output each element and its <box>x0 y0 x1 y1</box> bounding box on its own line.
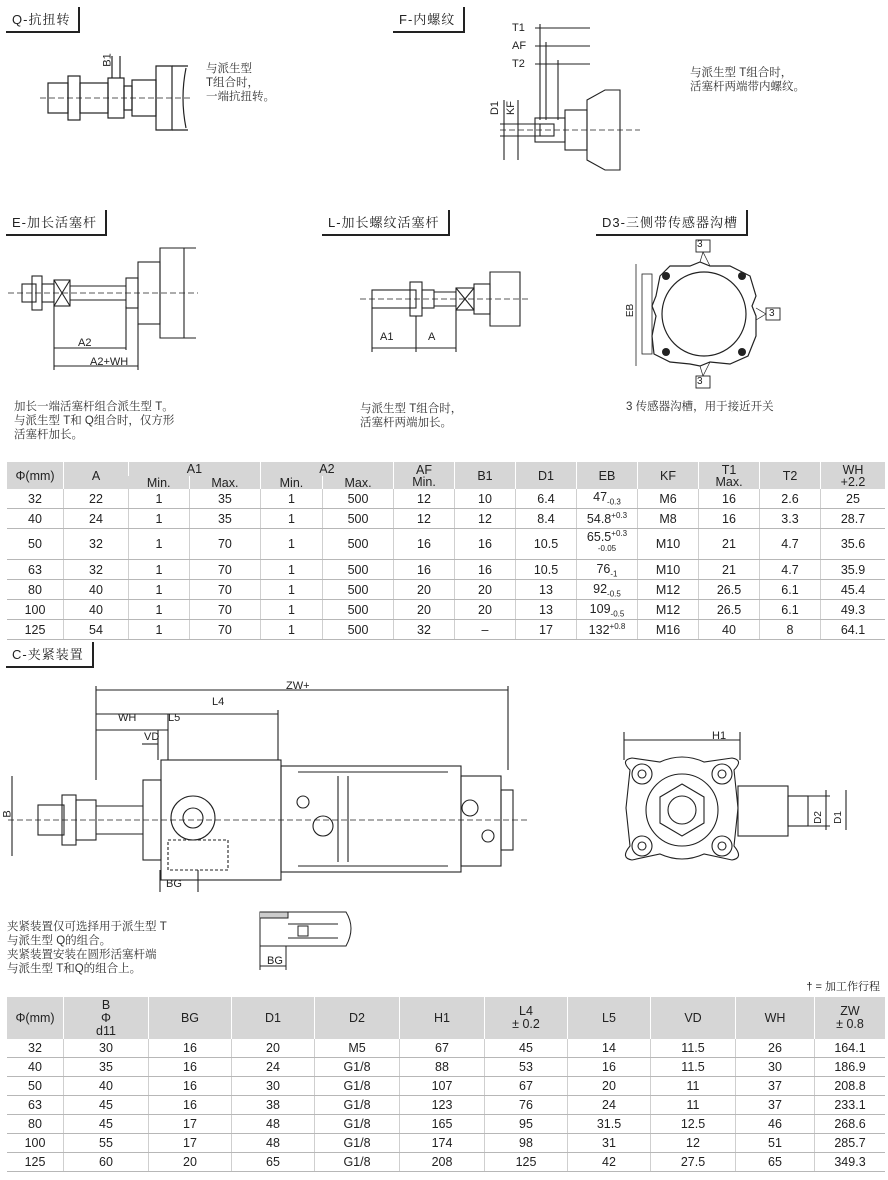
table-cell-a1max: 70 <box>189 529 260 560</box>
table-row <box>7 1096 885 1115</box>
table-cell-dia: 125 <box>7 620 64 640</box>
table-row <box>7 1115 885 1134</box>
l-drawing <box>360 260 530 360</box>
t2-header-wh: WH <box>736 997 815 1039</box>
table-cell-wh: 51 <box>736 1134 815 1153</box>
table-cell-a2min: 1 <box>260 529 322 560</box>
table-cell-a: 22 <box>64 489 129 509</box>
table-cell-bg: 20 <box>149 1153 232 1172</box>
d3-callout-right: 3 <box>769 308 775 319</box>
table-cell-af: 20 <box>394 580 455 600</box>
table-cell-eb: $109_{-0.5}$ <box>577 600 638 620</box>
t1-header-a: A <box>64 462 129 489</box>
table-cell-a2max: 500 <box>323 529 394 560</box>
table-cell-wh: 46 <box>736 1115 815 1134</box>
f-drawing <box>480 20 640 180</box>
table-cell-d1: 10.5 <box>516 560 577 580</box>
table-cell-d2: G1/8 <box>315 1077 400 1096</box>
table-cell-d1: 13 <box>516 580 577 600</box>
table-cell-wh: 30 <box>736 1058 815 1077</box>
table-cell-a1min: 1 <box>129 529 190 560</box>
table-cell-vd: 27.5 <box>651 1153 736 1172</box>
table-cell-zw: 186.9 <box>815 1058 886 1077</box>
t2-header-d1: D1 <box>232 997 315 1039</box>
table-cell-d1: 13 <box>516 600 577 620</box>
table-cell-vd: 12.5 <box>651 1115 736 1134</box>
table-cell-zw: 268.6 <box>815 1115 886 1134</box>
table-cell-kf: M16 <box>638 620 699 640</box>
table-cell-t1: 16 <box>699 509 760 529</box>
t1-header-a2: A2 <box>260 462 393 476</box>
table-cell-a1min: 1 <box>129 580 190 600</box>
table-cell-t2: 8 <box>760 620 821 640</box>
section-f-note: 与派生型 T组合时， 活塞杆两端带内螺纹。 <box>690 67 805 93</box>
t1-header-d1: D1 <box>516 462 577 489</box>
table-cell-h1: 107 <box>400 1077 485 1096</box>
table-cell-d1: 48 <box>232 1134 315 1153</box>
d3-callout-top: 3 <box>697 239 703 250</box>
t1-header-t1: T1 Max. <box>699 462 760 489</box>
f-d1-label: D1 <box>489 100 502 116</box>
table-cell-bg: 17 <box>149 1115 232 1134</box>
c-h1-label: H1 <box>712 730 727 742</box>
table-cell-dia: 40 <box>7 509 64 529</box>
table-cell-a: 40 <box>64 580 129 600</box>
table-cell-dia: 100 <box>7 1134 64 1153</box>
t1-header-t2: T2 <box>760 462 821 489</box>
table-cell-a2min: 1 <box>260 580 322 600</box>
table-cell-eb: $76_{-1}$ <box>577 560 638 580</box>
table-cell-vd: 11.5 <box>651 1058 736 1077</box>
table-cell-a1min: 1 <box>129 620 190 640</box>
t2-header-zw: ZW ± 0.8 <box>815 997 886 1039</box>
t2-header-bg: BG <box>149 997 232 1039</box>
table-cell-a: 32 <box>64 560 129 580</box>
section-e-note: 加长一端活塞杆组合派生型 T。 与派生型 T和 Q组合时，仅方形 活塞杆加长。 <box>14 401 175 441</box>
table-cell-b1: – <box>455 620 516 640</box>
table-cell-d1: 6.4 <box>516 489 577 509</box>
table-cell-b1: 16 <box>455 529 516 560</box>
t2-header-d2: D2 <box>315 997 400 1039</box>
table-cell-l4: 125 <box>485 1153 568 1172</box>
table-cell-af: 12 <box>394 509 455 529</box>
table-cell-dia: 80 <box>7 1115 64 1134</box>
t2-header-l5: L5 <box>568 997 651 1039</box>
t1-header-kf: KF <box>638 462 699 489</box>
table-cell-b: 45 <box>64 1115 149 1134</box>
table-cell-d1: 10.5 <box>516 529 577 560</box>
table-row <box>7 1077 885 1096</box>
table-cell-wh: 49.3 <box>821 600 886 620</box>
e-a2-label: A2 <box>78 337 92 349</box>
table-cell-a1min: 1 <box>129 560 190 580</box>
e-a2wh-label: A2+WH <box>90 356 129 368</box>
table-cell-wh: 35.9 <box>821 560 886 580</box>
table-cell-b: 45 <box>64 1096 149 1115</box>
f-af-label: AF <box>512 40 527 52</box>
table-cell-d1: 48 <box>232 1115 315 1134</box>
table-cell-d1: 38 <box>232 1096 315 1115</box>
section-e-tag: E-加长活塞杆 <box>6 210 107 236</box>
table-cell-a2min: 1 <box>260 489 322 509</box>
t1-header-a1-max: Max. <box>189 476 260 489</box>
t1-header-a2-max: Max. <box>323 476 394 489</box>
t1-header-eb: EB <box>577 462 638 489</box>
table-cell-dia: 63 <box>7 560 64 580</box>
table-cell-a2min: 1 <box>260 560 322 580</box>
table-cell-a2min: 1 <box>260 509 322 529</box>
table-cell-eb: $65.5^{+0.3 -0.05}$ <box>577 529 638 560</box>
c-bg-detail-label: BG <box>267 955 283 967</box>
section-c-tag: C-夹紧装置 <box>6 642 94 668</box>
table-cell-a2max: 500 <box>323 600 394 620</box>
table-cell-zw: 349.3 <box>815 1153 886 1172</box>
table-cell-l5: 16 <box>568 1058 651 1077</box>
table-cell-t1: 16 <box>699 489 760 509</box>
table-cell-d2: G1/8 <box>315 1096 400 1115</box>
table-cell-zw: 233.1 <box>815 1096 886 1115</box>
table-cell-dia: 63 <box>7 1096 64 1115</box>
t1-header-a2-min: Min. <box>260 476 322 489</box>
table-cell-t1: 40 <box>699 620 760 640</box>
table-cell-h1: 208 <box>400 1153 485 1172</box>
table-cell-l4: 76 <box>485 1096 568 1115</box>
table-cell-l4: 53 <box>485 1058 568 1077</box>
table-cell-b: 55 <box>64 1134 149 1153</box>
table-cell-af: 32 <box>394 620 455 640</box>
table-cell-l5: 20 <box>568 1077 651 1096</box>
table-cell-a1max: 70 <box>189 620 260 640</box>
l-a-label: A <box>428 331 436 343</box>
table-cell-t2: 6.1 <box>760 600 821 620</box>
table-cell-vd: 11 <box>651 1096 736 1115</box>
f-kf-label: KF <box>505 100 518 116</box>
table-cell-wh: 65 <box>736 1153 815 1172</box>
t2-header-h1: H1 <box>400 997 485 1039</box>
q-drawing <box>40 48 190 148</box>
q-b1-label: B1 <box>101 53 114 67</box>
table-cell-a1max: 70 <box>189 580 260 600</box>
table-cell-zw: 208.8 <box>815 1077 886 1096</box>
table-cell-b1: 10 <box>455 489 516 509</box>
table-cell-wh: 37 <box>736 1077 815 1096</box>
table-cell-d1: 17 <box>516 620 577 640</box>
f-t1-label: T1 <box>512 22 525 34</box>
table-cell-a1max: 35 <box>189 509 260 529</box>
c-drawing <box>8 680 548 895</box>
table-cell-l5: 42 <box>568 1153 651 1172</box>
section-q-tag: Q-抗扭转 <box>6 7 80 33</box>
table-cell-d1: 8.4 <box>516 509 577 529</box>
table-cell-b1: 16 <box>455 560 516 580</box>
t2-header-vd: VD <box>651 997 736 1039</box>
table-cell-dia: 80 <box>7 580 64 600</box>
table-cell-h1: 174 <box>400 1134 485 1153</box>
table-cell-kf: M6 <box>638 489 699 509</box>
table-cell-h1: 88 <box>400 1058 485 1077</box>
t2-header-dia: Φ(mm) <box>15 1010 55 1025</box>
table-cell-d2: G1/8 <box>315 1115 400 1134</box>
table-cell-wh: 25 <box>821 489 886 509</box>
c-zw-label: ZW+ <box>286 680 310 692</box>
t1-header-b1: B1 <box>455 462 516 489</box>
table-cell-dia: 100 <box>7 600 64 620</box>
section-c-note: 夹紧装置仅可选择用于派生型 T 与派生型 Q的组合。 夹紧装置安装在圆形活塞杆端 与派生型 T和Q的组合上。 <box>7 921 167 975</box>
table-cell-af: 16 <box>394 560 455 580</box>
table-cell-b: 35 <box>64 1058 149 1077</box>
table-row <box>7 620 885 640</box>
table-cell-af: 20 <box>394 600 455 620</box>
t2-header-b: B Φ d11 <box>64 997 149 1039</box>
table-cell-dia: 125 <box>7 1153 64 1172</box>
t1-header-dia: Φ(mm) <box>15 468 55 483</box>
table-cell-d2: G1/8 <box>315 1134 400 1153</box>
t1-header-a1: A1 <box>129 462 261 476</box>
table-cell-wh: 45.4 <box>821 580 886 600</box>
d3-drawing <box>630 236 790 396</box>
table-row <box>7 1153 885 1172</box>
table-cell-l4: 98 <box>485 1134 568 1153</box>
table-cell-wh: 26 <box>736 1039 815 1058</box>
table-cell-a1max: 70 <box>189 600 260 620</box>
table-cell-dia: 32 <box>7 1039 64 1058</box>
table-row <box>7 580 885 600</box>
table-cell-a2max: 500 <box>323 509 394 529</box>
section-l-tag: L-加长螺纹活塞杆 <box>322 210 450 236</box>
table-row <box>7 600 885 620</box>
table-cell-l5: 31 <box>568 1134 651 1153</box>
table-cell-a1min: 1 <box>129 489 190 509</box>
table-cell-vd: 11.5 <box>651 1039 736 1058</box>
table-cell-a: 32 <box>64 529 129 560</box>
table-cell-wh: 35.6 <box>821 529 886 560</box>
table-cell-dia: 50 <box>7 1077 64 1096</box>
table-cell-kf: M8 <box>638 509 699 529</box>
table-cell-eb: $47_{-0.3}$ <box>577 489 638 509</box>
table-cell-eb: $132^{+0.8}$ <box>577 620 638 640</box>
c-l4-label: L4 <box>212 696 225 708</box>
table-cell-t2: 2.6 <box>760 489 821 509</box>
t1-header-a1-min: Min. <box>146 475 171 490</box>
table-cell-t1: 26.5 <box>699 600 760 620</box>
table-cell-af: 16 <box>394 529 455 560</box>
spec-table-1 <box>7 462 885 640</box>
table-cell-wh: 37 <box>736 1096 815 1115</box>
table-cell-b1: 20 <box>455 600 516 620</box>
table-cell-kf: M12 <box>638 580 699 600</box>
table-cell-a: 54 <box>64 620 129 640</box>
table-cell-af: 12 <box>394 489 455 509</box>
table-cell-a2min: 1 <box>260 620 322 640</box>
table-row <box>7 560 885 580</box>
f-t2-label: T2 <box>512 58 525 70</box>
c-wh-label: WH <box>118 712 137 724</box>
table-row <box>7 529 885 560</box>
table-cell-dia: 40 <box>7 1058 64 1077</box>
table-cell-l5: 24 <box>568 1096 651 1115</box>
table-cell-l5: 31.5 <box>568 1115 651 1134</box>
table-row <box>7 1039 885 1058</box>
table-cell-a2max: 500 <box>323 620 394 640</box>
table-cell-zw: 285.7 <box>815 1134 886 1153</box>
table-cell-d2: G1/8 <box>315 1058 400 1077</box>
table-cell-t2: 4.7 <box>760 529 821 560</box>
spec-table-2 <box>7 997 885 1172</box>
table-cell-a1max: 35 <box>189 489 260 509</box>
section-q-note: 与派生型 T组合时， 一端抗扭转。 <box>206 63 275 103</box>
table-cell-bg: 16 <box>149 1039 232 1058</box>
table-cell-wh: 64.1 <box>821 620 886 640</box>
table-cell-b1: 12 <box>455 509 516 529</box>
table-cell-dia: 32 <box>7 489 64 509</box>
d3-eb-label: EB <box>625 303 637 318</box>
table-cell-t2: 6.1 <box>760 580 821 600</box>
section-d3-note: 3 传感器沟槽，用于接近开关 <box>626 401 774 413</box>
table-cell-bg: 17 <box>149 1134 232 1153</box>
table-cell-d1: 30 <box>232 1077 315 1096</box>
table-cell-d1: 20 <box>232 1039 315 1058</box>
t1-header-wh: WH +2.2 <box>821 462 886 489</box>
table-cell-d1: 24 <box>232 1058 315 1077</box>
c-d2-label: D2 <box>812 811 824 824</box>
table-cell-wh: 28.7 <box>821 509 886 529</box>
table-cell-b: 40 <box>64 1077 149 1096</box>
table-cell-dia: 50 <box>7 529 64 560</box>
table-cell-b1: 20 <box>455 580 516 600</box>
section-d3-tag: D3-三侧带传感器沟槽 <box>596 210 748 236</box>
table-cell-kf: M10 <box>638 560 699 580</box>
table-cell-a2max: 500 <box>323 560 394 580</box>
table-cell-zw: 164.1 <box>815 1039 886 1058</box>
table-cell-d2: G1/8 <box>315 1153 400 1172</box>
c-b-label: B <box>1 810 14 818</box>
c-l5-label: L5 <box>168 712 181 724</box>
c-d1-label: D1 <box>832 811 844 824</box>
table-cell-a2max: 500 <box>323 489 394 509</box>
table-row <box>7 509 885 529</box>
table-cell-t1: 26.5 <box>699 580 760 600</box>
table-cell-a2min: 1 <box>260 600 322 620</box>
table-cell-a: 24 <box>64 509 129 529</box>
section-l-note: 与派生型 T组合时， 活塞杆两端加长。 <box>360 403 463 429</box>
table-cell-a: 40 <box>64 600 129 620</box>
table-cell-t1: 21 <box>699 560 760 580</box>
table-row <box>7 489 885 509</box>
table-cell-l4: 45 <box>485 1039 568 1058</box>
table-cell-h1: 165 <box>400 1115 485 1134</box>
table-cell-a1min: 1 <box>129 600 190 620</box>
t2-header-l4: L4 ± 0.2 <box>485 997 568 1039</box>
table-cell-h1: 67 <box>400 1039 485 1058</box>
table-cell-h1: 123 <box>400 1096 485 1115</box>
table-cell-a1min: 1 <box>129 509 190 529</box>
table-cell-vd: 12 <box>651 1134 736 1153</box>
table-cell-b: 60 <box>64 1153 149 1172</box>
table2-footnote: † = 加工作行程 <box>806 981 880 993</box>
table-cell-t2: 4.7 <box>760 560 821 580</box>
table-cell-d1: 65 <box>232 1153 315 1172</box>
table-cell-a1max: 70 <box>189 560 260 580</box>
t1-header-af: AF Min. <box>394 462 455 489</box>
table-cell-kf: M10 <box>638 529 699 560</box>
table-cell-t2: 3.3 <box>760 509 821 529</box>
c-vd-label: VD <box>144 731 160 743</box>
table-cell-d2: M5 <box>315 1039 400 1058</box>
table-cell-l5: 14 <box>568 1039 651 1058</box>
section-f-tag: F-内螺纹 <box>393 7 465 33</box>
table-cell-kf: M12 <box>638 600 699 620</box>
table-cell-l4: 67 <box>485 1077 568 1096</box>
d3-callout-bottom: 3 <box>697 376 703 387</box>
table-cell-bg: 16 <box>149 1096 232 1115</box>
c-bg-label: BG <box>166 878 182 890</box>
table-cell-l4: 95 <box>485 1115 568 1134</box>
table-cell-bg: 16 <box>149 1077 232 1096</box>
table-cell-vd: 11 <box>651 1077 736 1096</box>
table-cell-eb: $54.8^{+0.3}$ <box>577 509 638 529</box>
table-cell-bg: 16 <box>149 1058 232 1077</box>
table-cell-t1: 21 <box>699 529 760 560</box>
table-row <box>7 1134 885 1153</box>
table-row <box>7 1058 885 1077</box>
l-a1-label: A1 <box>380 331 394 343</box>
table-cell-a2max: 500 <box>323 580 394 600</box>
table-cell-eb: $92_{-0.5}$ <box>577 580 638 600</box>
table-cell-b: 30 <box>64 1039 149 1058</box>
